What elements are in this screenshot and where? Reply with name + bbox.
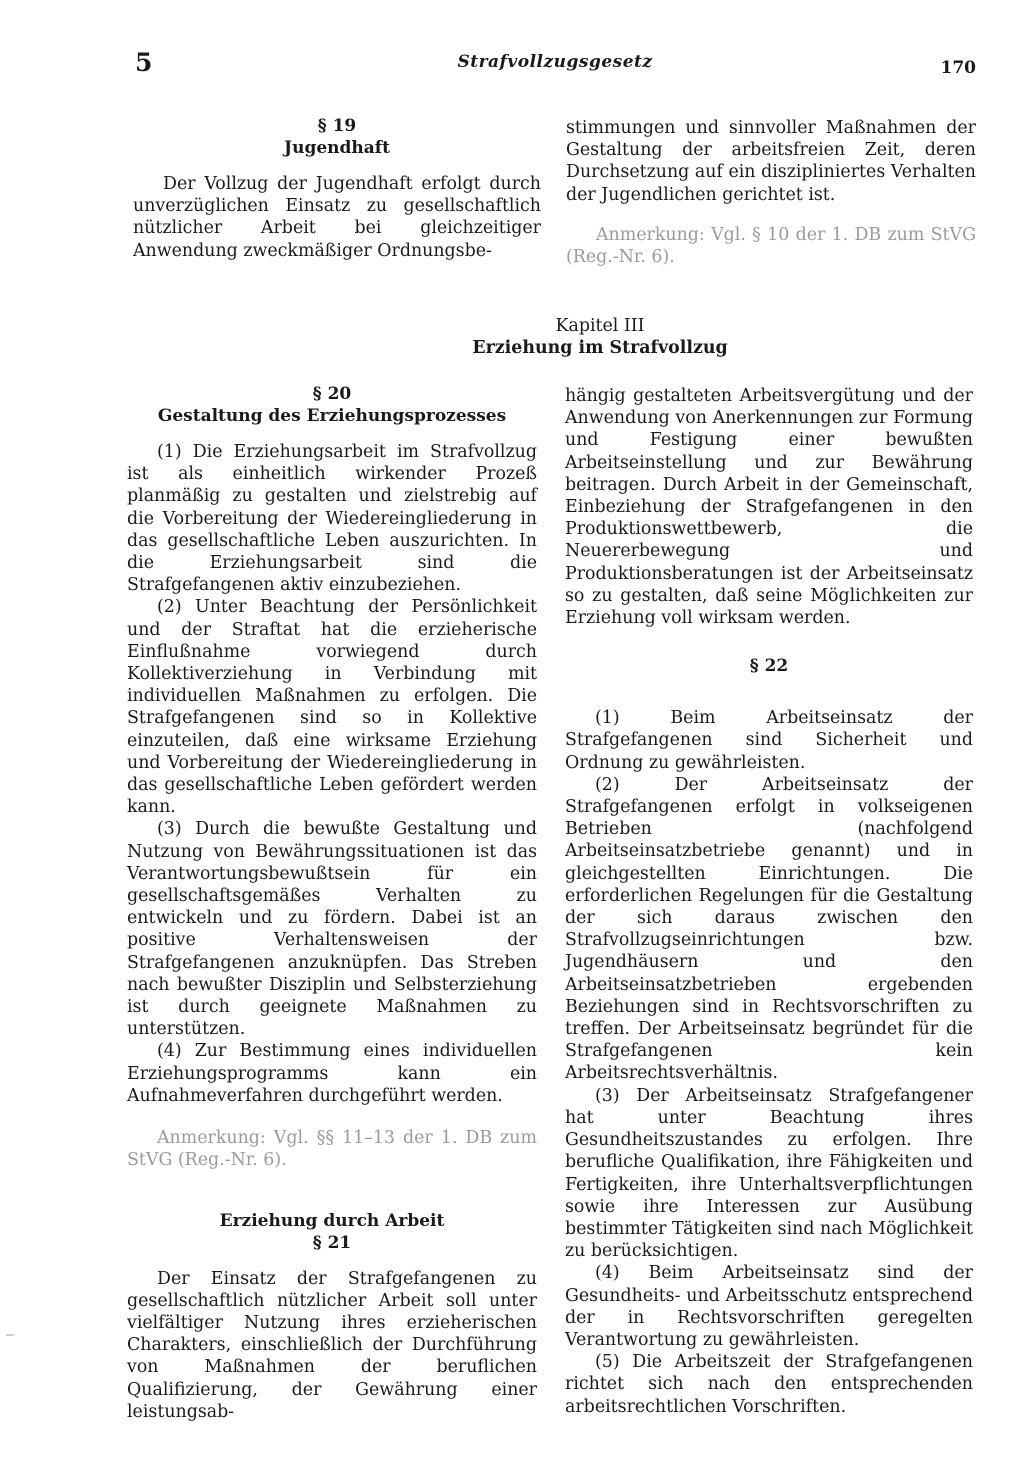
- chapter-heading: [240, 315, 960, 359]
- chapter-number: 5: [135, 48, 153, 77]
- running-title: Strafvollzugsgesetz: [457, 52, 653, 72]
- sec21-number: § 21: [312, 1232, 352, 1253]
- left-column: [127, 383, 537, 1423]
- right-column: [565, 385, 973, 1418]
- sec19-number: § 19: [317, 116, 357, 136]
- sec20-paragraph-2: (2) Unter Beachtung der Persönlichkeit und der Straftat hat die erzieherische Einflußnahme vorwiegend durch Kollektiverziehung in Verbindung mit individuellen Maßnahmen zu erfolgen. Die Strafgefangenen sind so in Kollektive einzuteilen, daß eine wirksame Erziehung und Vorbereitung der Wiedereingliederung in das gesellschaftliche Leben gefördert werden kann.: [127, 597, 537, 818]
- sec20-number: § 20: [312, 384, 352, 404]
- sec19-right-column: [566, 117, 976, 268]
- sec19-note: Anmerkung: Vgl. § 10 der 1. DB zum StVG (Reg.-Nr. 6).: [566, 224, 976, 268]
- sec19-title: Jugendhaft: [284, 138, 390, 158]
- sec21-title: Erziehung durch Arbeit: [219, 1210, 445, 1231]
- chapter-title: Erziehung im Strafvollzug: [472, 338, 728, 359]
- sec19-text-left: Der Vollzug der Jugendhaft erfolgt durch unverzüglichen Einsatz zu gesellschaftlich nützlicher Arbeit bei gleichzeitiger Anwendung zweckmäßiger Ordnungsbe-: [133, 174, 541, 261]
- sec22-paragraph-3: (3) Der Arbeitseinsatz Strafgefangener hat unter Beachtung ihres Gesundheitszustandes zu erfolgen. Ihre berufliche Qualifikation, ihre Fähigkeiten und Fertigkeiten, ihre Unterhaltsverpflichtungen sowie ihre Interessen zur Ausübung bestimmter Tätigkeiten sind nach Möglichkeit zu berücksichtigen.: [565, 1085, 973, 1262]
- sec20-paragraph-3: (3) Durch die bewußte Gestaltung und Nutzung von Bewährungssituationen ist das Verantwortungsbewußtsein für ein gesellschaftsgemäßes Verhalten zu entwickeln und zu fördern. Dabei ist an positive Verhaltensweisen der Strafgefangenen anzuknüpfen. Das Streben nach bewußter Disziplin und Selbsterziehung ist durch geeignete Maßnahmen zu unterstützen.: [127, 819, 537, 1040]
- margin-mark: [6, 1334, 14, 1336]
- sec20-paragraph-1: (1) Die Erziehungsarbeit im Strafvollzug ist als einheitlich wirkender Prozeß planmäßig zu gestalten und zielstrebig auf die Vorbereitung der Wiedereingliederung in das gesellschaftliche Leben auszurichten. In die Erziehungsarbeit sind die Strafgefangenen aktiv einzubeziehen.: [127, 442, 537, 596]
- page-header: [0, 48, 1024, 82]
- sec19-left-column: [133, 115, 541, 262]
- page-number: 170: [940, 58, 976, 78]
- sec20-paragraph-4: (4) Zur Bestimmung eines individuellen Erziehungsprogramms kann ein Aufnahmeverfahren durchgeführt werden.: [127, 1041, 537, 1106]
- sec21-text-left: Der Einsatz der Strafgefangenen zu gesellschaftlich nützlicher Arbeit soll unter vielfältiger Nutzung ihres erzieherischen Charakters, einschließlich der Durchführung von Maßnahmen der beruflichen Qualifizierung, der Gewährung einer leistungsab-: [127, 1268, 537, 1422]
- sec22-paragraph-1: (1) Beim Arbeitseinsatz der Strafgefangenen sind Sicherheit und Ordnung zu gewährleisten.: [565, 708, 973, 773]
- sec20-note: Anmerkung: Vgl. §§ 11–13 der 1. DB zum StVG (Reg.-Nr. 6).: [127, 1128, 537, 1171]
- chapter-label: Kapitel III: [555, 316, 645, 336]
- sec22-number: § 22: [749, 656, 789, 677]
- sec22-paragraph-2: (2) Der Arbeitseinsatz der Strafgefangenen erfolgt in volkseigenen Betrieben (nachfolgend Arbeitseinsatzbetriebe genannt) und in gleichgestellten Einrichtungen. Die erforderlichen Regelungen für die Gestaltung der sich daraus zwischen den Strafvollzugseinrichtungen bzw. Jugendhäusern und den Arbeitseinsatzbetrieben ergebenden Beziehungen sind in Rechtsvorschriften zu treffen. Der Arbeitseinsatz begründet für die Strafgefangenen kein Arbeitsrechtsverhältnis.: [565, 774, 973, 1084]
- sec22-paragraph-5: (5) Die Arbeitszeit der Strafgefangenen richtet sich nach den entsprechenden arbeitsrechtlichen Vorschriften.: [565, 1352, 973, 1417]
- sec22-paragraph-4: (4) Beim Arbeitseinsatz sind der Gesundheits- und Arbeitsschutz entsprechend der in Rechtsvorschriften geregelten Verantwortung zu gewährleisten.: [565, 1263, 973, 1350]
- sec20-title: Gestaltung des Erziehungsprozesses: [157, 406, 507, 426]
- sec21-text-right: hängig gestalteten Arbeitsvergütung und der Anwendung von Anerkennungen zur Formung und Festigung einer bewußten Arbeitseinstellung und zur Bewährung beitragen. Durch Arbeit in der Gemeinschaft, Einbeziehung der Strafgefangenen in den Produktionswettbewerb, die Neuererbewegung und Produktionsberatungen ist der Arbeitseinsatz so zu gestalten, daß seine Möglichkeiten zur Erziehung voll wirksam werden.: [565, 386, 973, 629]
- sec19-text-right: stimmungen und sinnvoller Maßnahmen der Gestaltung der arbeitsfreien Zeit, deren Durchsetzung auf ein diszipliniertes Verhalten der Jugendlichen gerichtet ist.: [566, 118, 976, 205]
